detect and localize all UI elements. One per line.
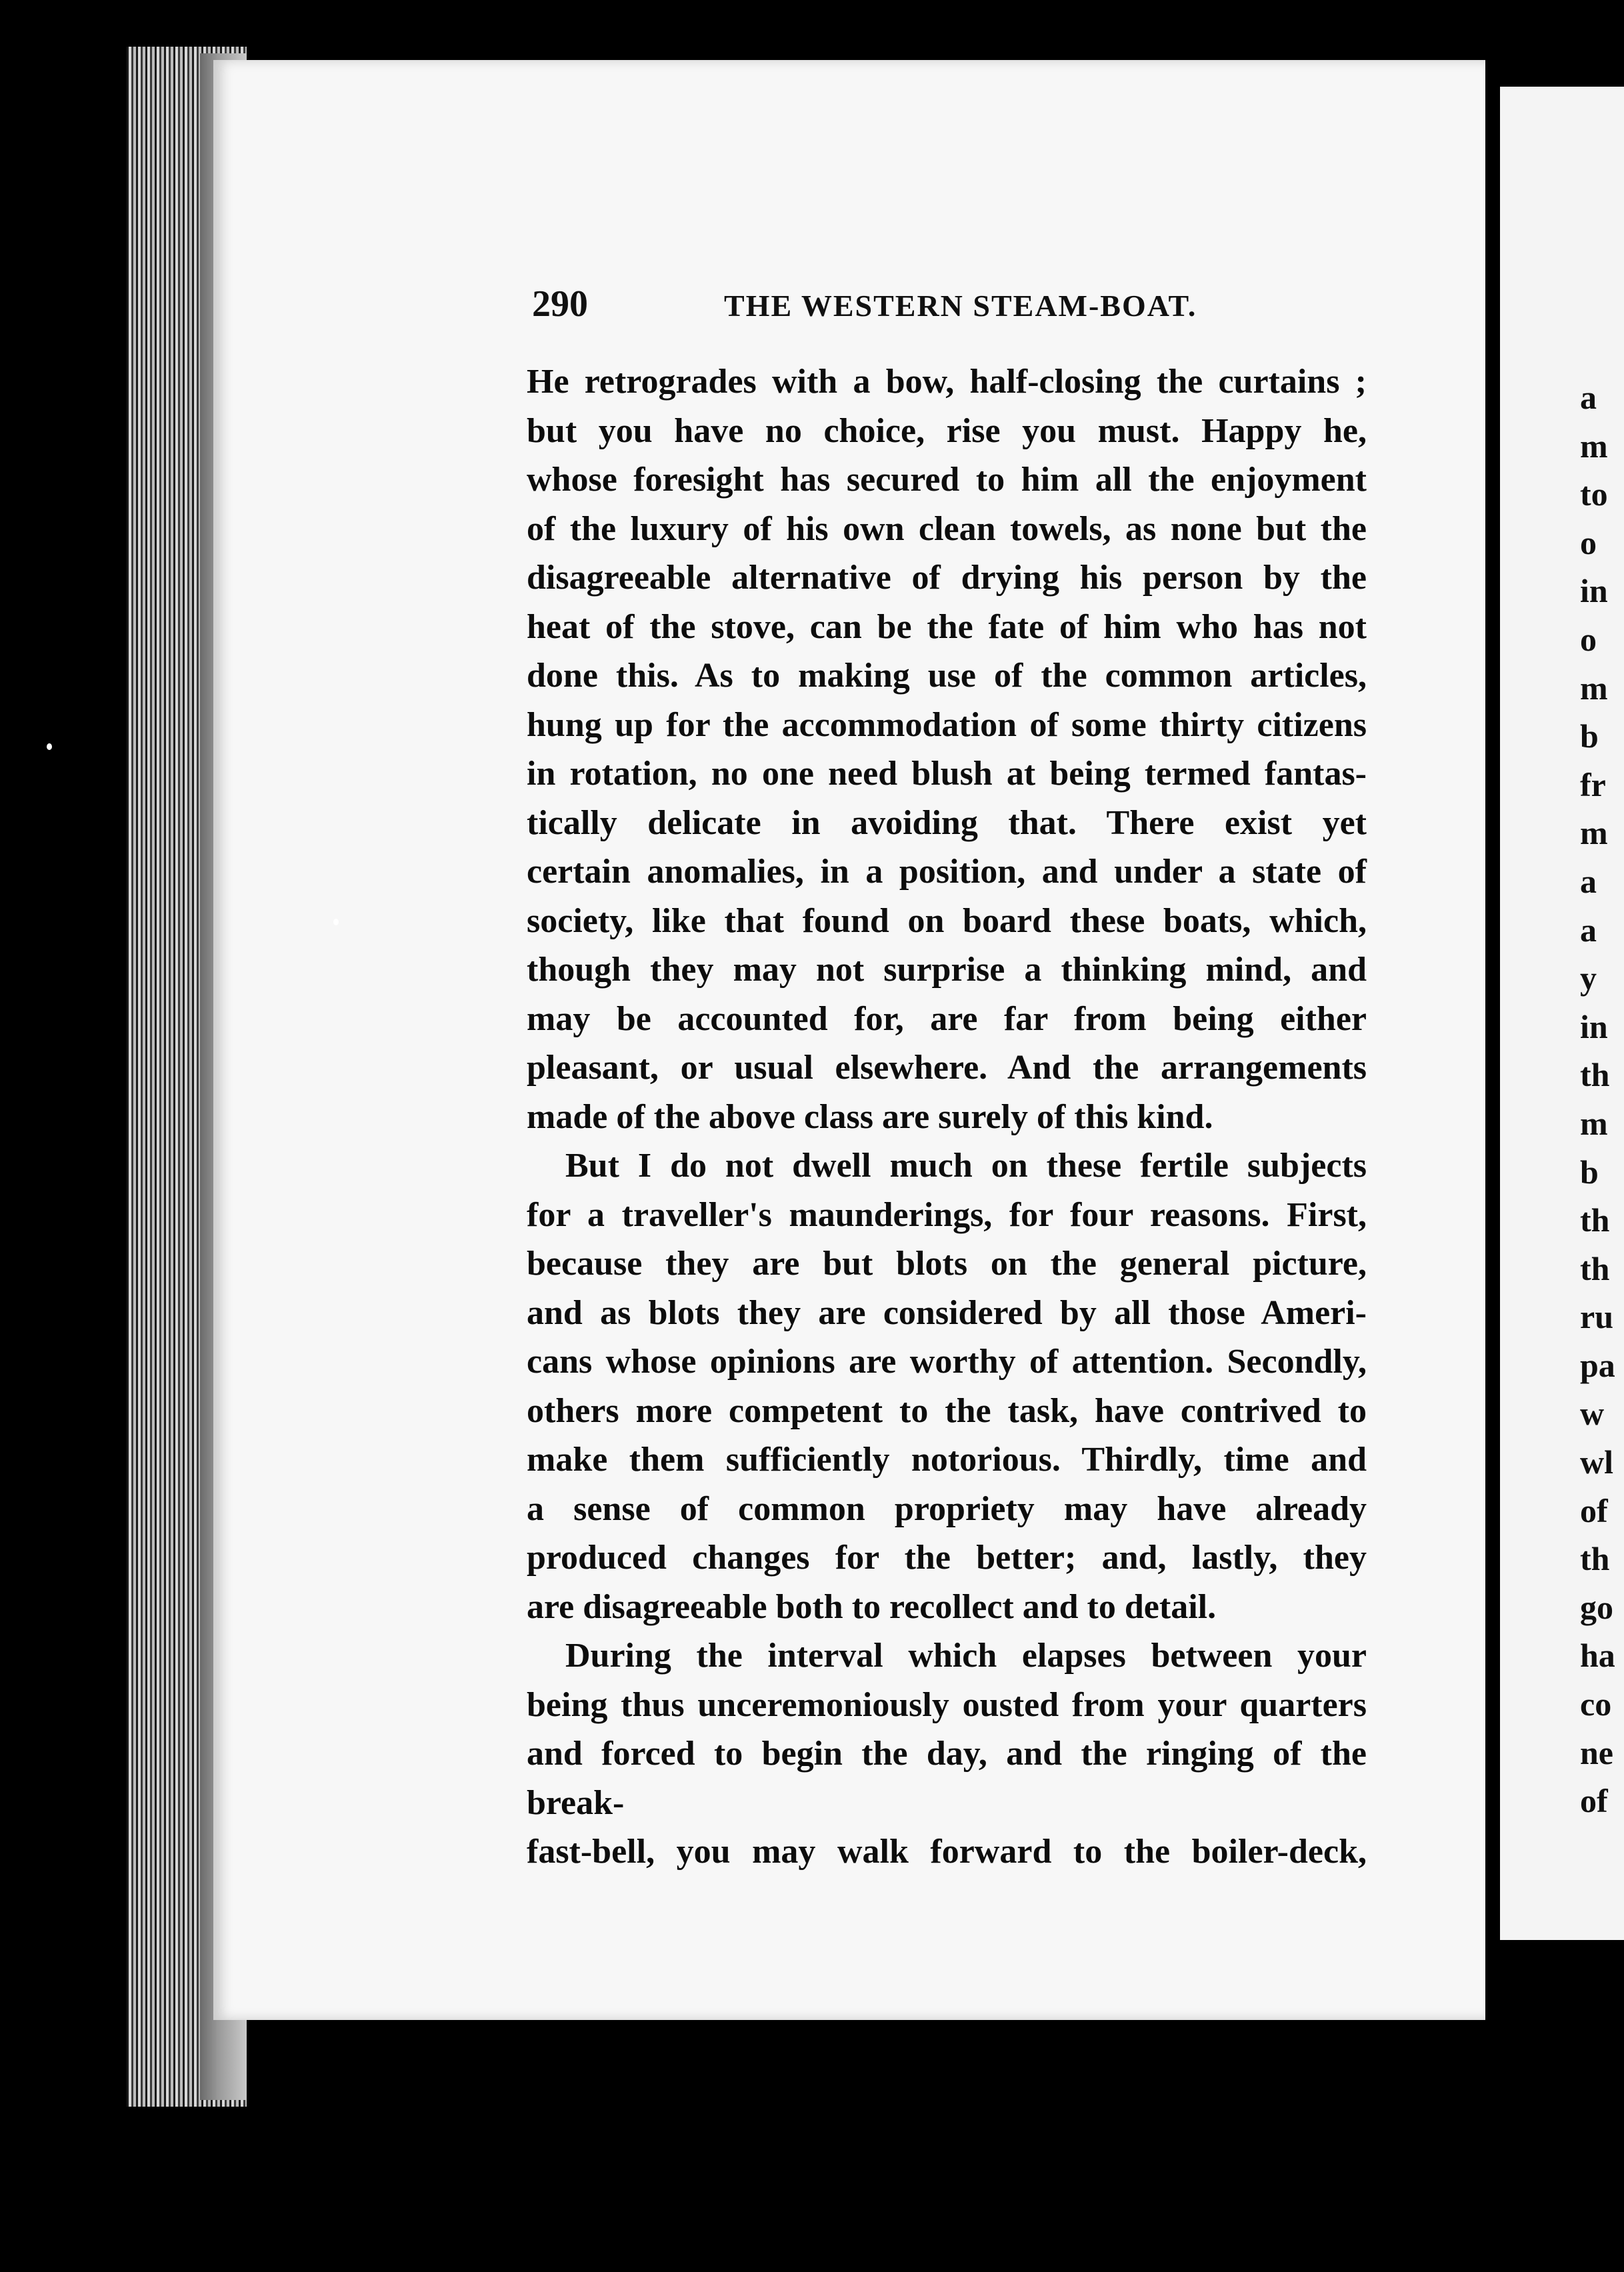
facing-page-fragment: in: [1580, 1007, 1608, 1045]
facing-page-fragment: w: [1580, 1395, 1605, 1433]
paragraph-2: [527, 1141, 1367, 1631]
text-line: in rotation, no one need blush at being termed fantas-: [527, 755, 1367, 793]
text-line: fast-bell, you may walk forward to the boiler-deck,: [527, 1833, 1367, 1871]
text-line: are disagreeable both to recollect and to detail.: [527, 1587, 1217, 1626]
facing-page-fragment: wl: [1580, 1443, 1613, 1481]
book-gutter: [1485, 0, 1501, 2272]
running-head: [532, 283, 1359, 343]
facing-page-fragment: a: [1580, 379, 1597, 416]
facing-page-fragment: fr: [1580, 765, 1606, 803]
text-line: society, like that found on board these boats, which,: [527, 901, 1367, 940]
text-line: may be accounted for, are far from being either: [527, 999, 1367, 1038]
text-line: and as blots they are considered by all those Ameri-: [527, 1293, 1367, 1332]
facing-page-fragment: m: [1580, 427, 1608, 465]
facing-page-fragment: th: [1580, 1056, 1610, 1094]
facing-page-fragment: of: [1580, 1491, 1608, 1529]
text-line: though they may not surprise a thinking mind, and: [527, 951, 1367, 989]
text-line: certain anomalies, in a position, and under a state of: [527, 853, 1367, 891]
facing-page-fragment: pa: [1580, 1346, 1615, 1384]
facing-page-fragment: m: [1580, 814, 1608, 852]
text-line: because they are but blots on the general picture,: [527, 1245, 1367, 1283]
text-line: He retrogrades with a bow, half-closing the curtains ;: [527, 363, 1367, 401]
text-line: others more competent to the task, have contrived to: [527, 1391, 1367, 1430]
scan-speck: [333, 919, 339, 925]
facing-page-fragment: to: [1580, 475, 1608, 513]
text-line: of the luxury of his own clean towels, as none but the: [527, 509, 1367, 548]
facing-page-fragment: o: [1580, 620, 1597, 658]
facing-page-fragment: o: [1580, 523, 1597, 561]
text-line: produced changes for the better; and, lastly, they: [527, 1539, 1367, 1577]
facing-page-fragment: a: [1580, 911, 1597, 949]
facing-page-fragment: co: [1580, 1685, 1612, 1723]
text-line: but you have no choice, rise you must. Happy he,: [527, 411, 1367, 450]
text-line: heat of the stove, can be the fate of him who has not: [527, 607, 1367, 646]
text-line: for a traveller's maunderings, for four reasons. First,: [527, 1195, 1367, 1234]
facing-page-fragment: b: [1580, 717, 1599, 755]
text-line: being thus unceremoniously ousted from your quarters: [527, 1685, 1367, 1724]
text-line: make them sufficiently notorious. Thirdly, time and: [527, 1441, 1367, 1479]
facing-page-fragment: th: [1580, 1201, 1610, 1239]
facing-page-fragment: in: [1580, 572, 1608, 610]
facing-page-fragment: of: [1580, 1782, 1608, 1820]
paragraph-1: [527, 357, 1367, 1141]
facing-page-fragment: ha: [1580, 1637, 1615, 1675]
facing-page-fragment: th: [1580, 1249, 1610, 1287]
text-line: But I do not dwell much on these fertile subjects: [565, 1147, 1367, 1185]
text-line: whose foresight has secured to him all the enjoyment: [527, 461, 1367, 499]
facing-page-fragment: m: [1580, 669, 1608, 707]
text-line: During the interval which elapses between your: [565, 1637, 1367, 1675]
text-line: cans whose opinions are worthy of attention. Secondly,: [527, 1343, 1367, 1381]
text-line: hung up for the accommodation of some thirty citizens: [527, 705, 1367, 744]
facing-page-fragment: a: [1580, 862, 1597, 900]
text-line: pleasant, or usual elsewhere. And the arrangements: [527, 1049, 1367, 1087]
paragraph-3: [527, 1631, 1367, 1877]
text-line: tically delicate in avoiding that. There exist yet: [527, 803, 1367, 842]
text-line: disagreeable alternative of drying his person by the: [527, 559, 1367, 597]
facing-page-fragment: ne: [1580, 1733, 1613, 1771]
text-line: done this. As to making use of the common articles,: [527, 657, 1367, 695]
scan-speck: [47, 743, 52, 750]
facing-page-fragment: y: [1580, 959, 1597, 997]
facing-page-text: [1580, 373, 1624, 1825]
text-line: and forced to begin the day, and the ringing of the break-: [527, 1735, 1367, 1822]
facing-page-fragment: m: [1580, 1104, 1608, 1142]
facing-page-fragment: go: [1580, 1588, 1613, 1626]
text-line: made of the above class are surely of this kind.: [527, 1097, 1213, 1136]
running-title: THE WESTERN STEAM-BOAT.: [724, 289, 1197, 323]
body-text: [527, 357, 1367, 1877]
text-line: a sense of common propriety may have already: [527, 1489, 1367, 1528]
facing-page-fragment: th: [1580, 1540, 1610, 1578]
facing-page-fragment: b: [1580, 1153, 1599, 1191]
facing-page-fragment: ru: [1580, 1298, 1613, 1336]
page-number: 290: [532, 283, 588, 325]
